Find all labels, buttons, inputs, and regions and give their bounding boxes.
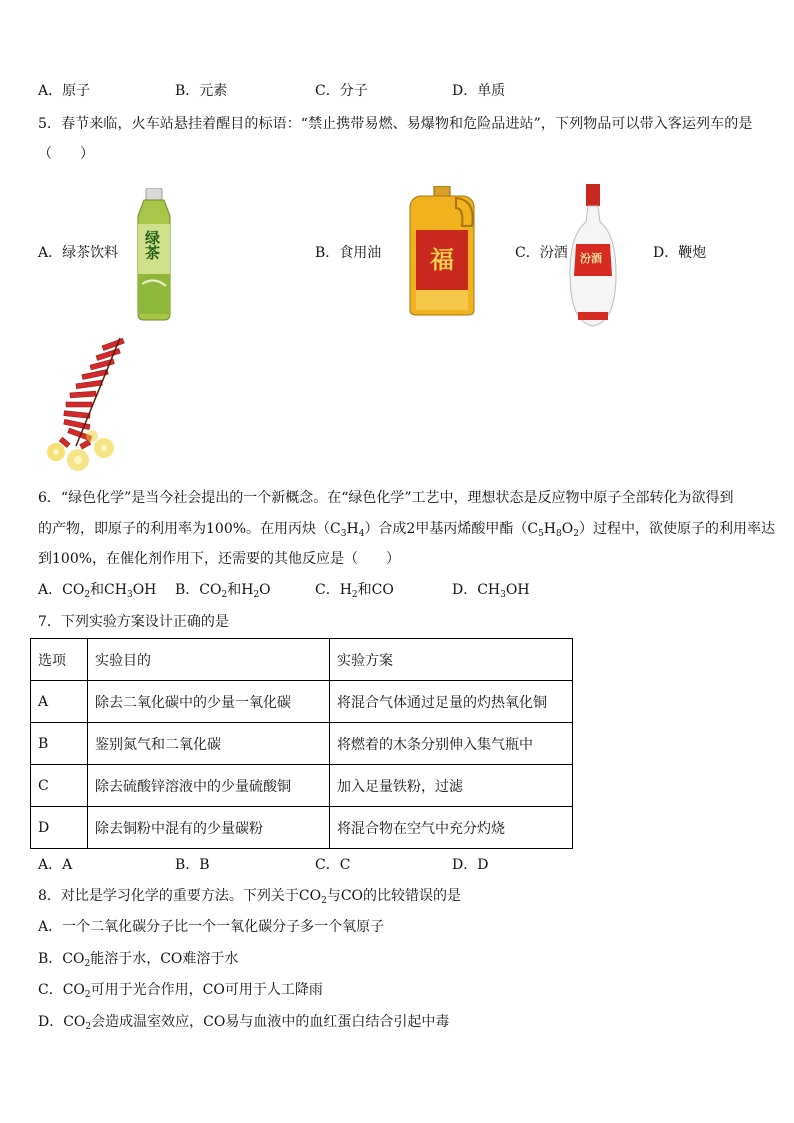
q5-option-b: B．食用油: [315, 245, 382, 261]
table-cell: 鉴别氮气和二氧化碳: [88, 723, 330, 765]
table-header-row: [31, 639, 573, 681]
cooking-oil-bottle-image: [406, 186, 478, 316]
q4-option-d: D．单质: [452, 83, 506, 99]
q7-option-c: C．C: [315, 857, 351, 873]
q7-option-a: A．A: [38, 857, 73, 873]
green-tea-label: 绿茶: [143, 230, 161, 260]
q4-option-c: C．分子: [315, 83, 368, 99]
q8-option-a: A．一个二氧化碳分子比一个一氧化碳分子多一个氧原子: [38, 919, 385, 935]
table-row: [31, 723, 573, 765]
table-cell: 将混合气体通过足量的灼热氧化铜: [330, 681, 573, 723]
q6-line-3: 到100%，在催化剂作用下，还需要的其他反应是（ ）: [38, 551, 401, 567]
table-cell: C: [31, 765, 88, 807]
q8-stem: 8．对比是学习化学的重要方法。下列关于$CO_2$与CO的比较错误的是: [38, 888, 462, 906]
table-cell: 将混合物在空气中充分灼烧: [330, 807, 573, 849]
q5-stem: 5．春节来临，火车站悬挂着醒目的标语：“禁止携带易燃、易爆物和危险品进站”，下列物品可以带入客运列车的是: [38, 116, 753, 132]
experiment-table: [30, 638, 573, 849]
q5-blank: （ ）: [38, 146, 94, 162]
q6-option-a: A．$CO_2$和$CH_3OH$: [38, 582, 157, 600]
fen-liquor-label: 汾酒: [580, 252, 602, 265]
table-cell: B: [31, 723, 88, 765]
q6-option-d: D．$CH_3OH$: [452, 582, 530, 600]
q6-option-c: C．$H_2$和CO: [315, 582, 394, 600]
q7-option-b: B．B: [175, 857, 210, 873]
table-cell: 将燃着的木条分别伸入集气瓶中: [330, 723, 573, 765]
table-cell: 除去硫酸锌溶液中的少量硫酸铜: [88, 765, 330, 807]
fen-liquor-bottle-image: [568, 184, 618, 328]
q6-line-1: 6．“绿色化学”是当今社会提出的一个新概念。在“绿色化学”工艺中，理想状态是反应物中原子全部转化为欲得到: [38, 490, 734, 506]
q6-line-2: 的产物，即原子的利用率为100%。在用丙炔$(C_3H_4)$合成2甲基丙烯酸甲酯$(C_5H_8O_2)$过程中，欲使原子的利用率达: [38, 521, 775, 539]
firecracker-image: [40, 336, 130, 474]
q5-option-d: D．鞭炮: [653, 245, 707, 261]
q8-option-b: B．$CO_2$能溶于水，CO难溶于水: [38, 951, 239, 969]
table-cell: A: [31, 681, 88, 723]
table-row: [31, 807, 573, 849]
table-cell: 除去二氧化碳中的少量一氧化碳: [88, 681, 330, 723]
q5-option-a: A．绿茶饮料: [38, 245, 119, 261]
table-header-cell: 选项: [31, 639, 88, 681]
q4-option-b: B．元素: [175, 83, 228, 99]
table-cell: 除去铜粉中混有的少量碳粉: [88, 807, 330, 849]
q5-option-c: C．汾酒: [515, 245, 568, 261]
q4-option-a: A．原子: [38, 83, 91, 99]
table-cell: D: [31, 807, 88, 849]
q8-option-c: C．$CO_2$可用于光合作用，CO可用于人工降雨: [38, 982, 323, 1000]
q8-option-d: D．$CO_2$会造成温室效应，CO易与血液中的血红蛋白结合引起中毒: [38, 1014, 450, 1032]
green-tea-bottle-image: [124, 188, 184, 322]
q6-option-b: B．$CO_2$和$H_2O$: [175, 582, 271, 600]
table-row: [31, 681, 573, 723]
q7-stem: 7．下列实验方案设计正确的是: [38, 614, 229, 630]
table-header-cell: 实验目的: [88, 639, 330, 681]
table-row: [31, 765, 573, 807]
table-header-cell: 实验方案: [330, 639, 573, 681]
table-cell: 加入足量铁粉，过滤: [330, 765, 573, 807]
oil-label: 福: [430, 245, 454, 274]
q7-option-d: D．D: [452, 857, 489, 873]
